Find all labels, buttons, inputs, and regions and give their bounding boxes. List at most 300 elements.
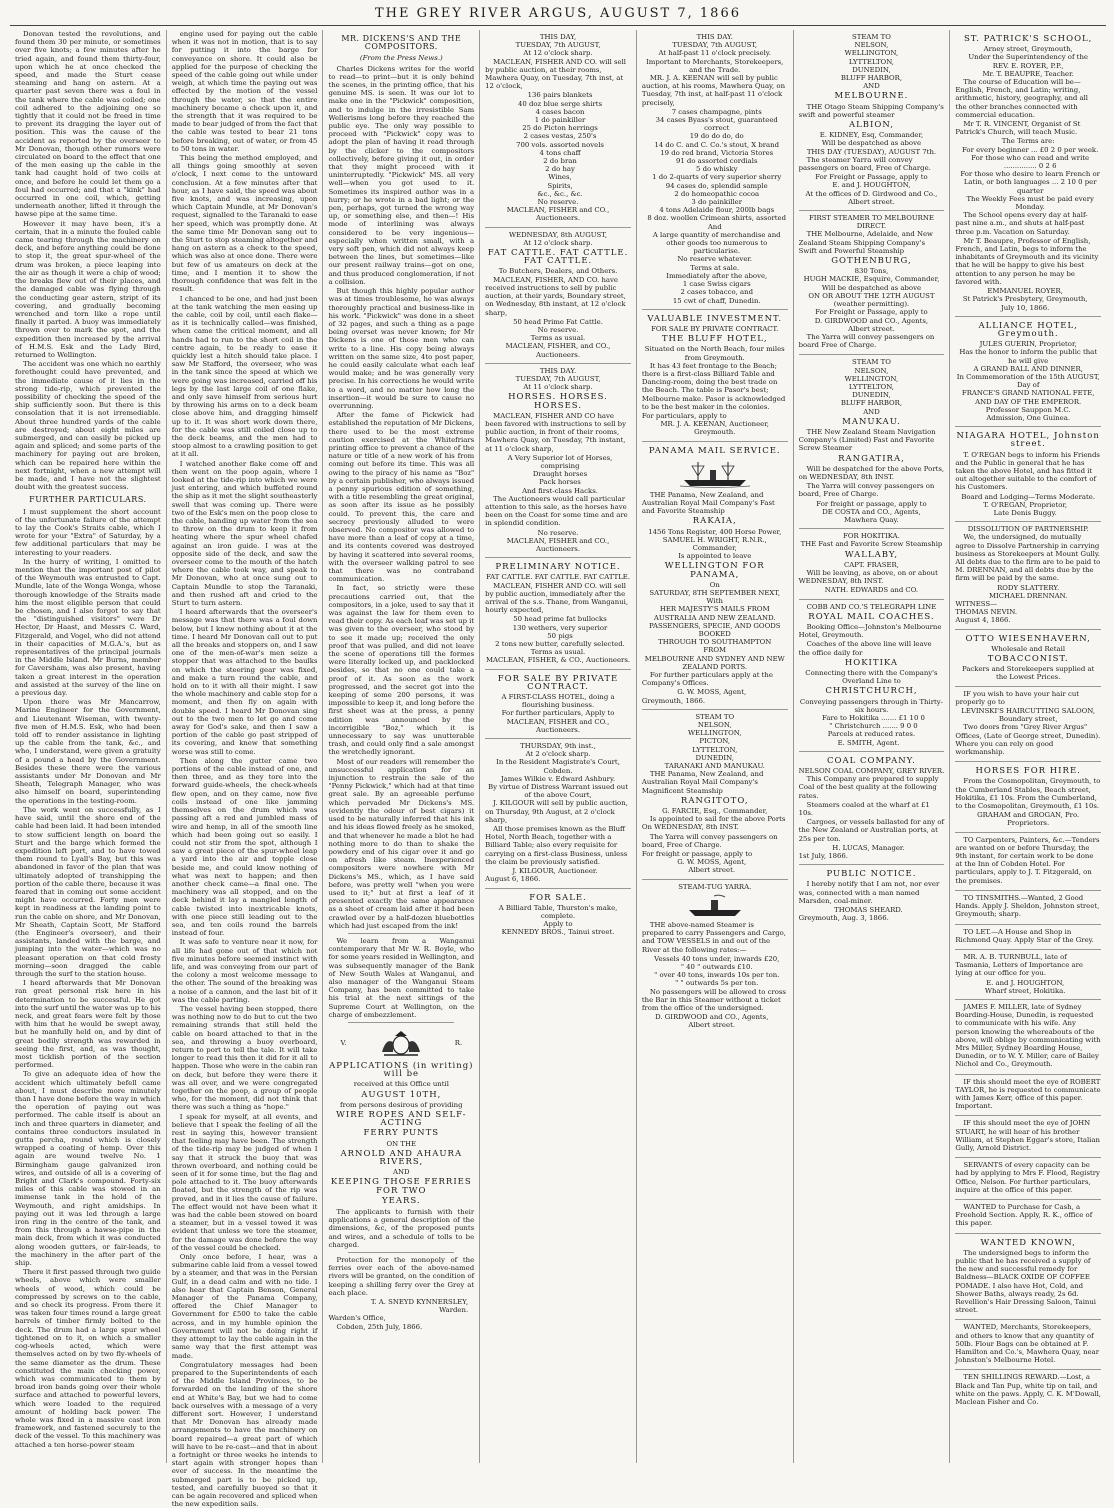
- ad-place: Greymouth, 1866.: [641, 696, 706, 705]
- ad-body: TO LET.—A House and Shop in Richmond Quay. Apply Star of the Grey.: [955, 927, 1094, 944]
- ad-subtitle: Wholesale and Retail: [991, 644, 1066, 653]
- article-paragraph: It was safe to venture near it now, for all life had gone out of that which not five minutes before seemed instinct with life, and was conveying from our part of the colony a most welcome message to the other. The sound of the breaking was a noise of a cannon, and the last bit of it was the cable parting.: [171, 938, 318, 1004]
- article-paragraph: I speak for myself, at all events, and believe that I speak the feeling of all the rest in saying this, however transient that feeling may have been. The strength of the tide-rip may be judged of when I say that it struck the buoy that was thrown overboard, and nothing could be seen of it for some time, but the flag and pole attached to it. The buoy afterwards floated, but the strength of the rip was proved, and in it lies the cause of failure. The effect would not have been what it was had the cable been stowed on board a steamer, but in a vessel towed it was evident that unless we tore the steamer, for the damage was done before the way of the vessel could be checked.: [171, 1112, 318, 1252]
- ad-body: THE Otago Steam Shipping Company's swift and powerful steamer: [798, 102, 944, 119]
- ad-name: LEVINSKI'S HAIRCUTTING SALOON,: [961, 707, 1096, 716]
- proclamation-paragraph: Protection for the monopoly of the ferries over each of the above-named rivers will be granted, on the condition of keeping a shilling ferry over the Grey at each place.: [328, 1256, 475, 1297]
- ad-terms: Terms as usual.: [530, 334, 586, 343]
- ad-body: This Company are prepared to supply Coal of the best quality at the following rates.: [798, 775, 939, 800]
- ship-name: RAKAIA,: [692, 516, 737, 527]
- ad-line: A GRAND BALL AND DINNER,: [973, 364, 1083, 373]
- ad-body: TO Carpenters, Painters, &c.—Tenders are wanted on or before Thursday, the 9th instant, for certain work to be done at the Inn of Cobden Hotel. For particulars, apply to J. T. Fitzgerald, on the premises.: [955, 835, 1100, 885]
- ad-signature: MACLEAN, FISHER and CO., Auctioneers.: [506, 717, 610, 734]
- rate-item: " " outwards 5s per ton.: [675, 979, 759, 988]
- proclamation-v: V.: [340, 1038, 347, 1047]
- ad-time: At 12 o'clock sharp.: [523, 49, 593, 58]
- ad-line: JULES GUERIN, Proprietor,: [979, 340, 1077, 349]
- proclamation-line: from persons desirous of providing: [340, 1100, 463, 1109]
- list-item: 2 do hay: [545, 165, 575, 174]
- ad-body: Has the honor to inform the public that he will give: [959, 348, 1098, 365]
- port-name: MELBOURNE.: [834, 91, 909, 102]
- ship-captain: SAMUEL H. WRIGHT, R.N.R., Commander,: [662, 535, 767, 552]
- proclamation-line: ARNOLD AND AHAURA RIVERS,: [340, 1148, 463, 1167]
- ad-signature: E. and J. HOUGHTON,: [832, 181, 911, 190]
- ad-line: Mr T. R. VINCENT, Organist of St Patrick's Church, will teach Music.: [955, 120, 1081, 137]
- article-paragraph: Upon there was Mr Mancarrow, Marine Engineer for the Government, and Lieutenant Wiseman, with twenty-five men of H.M.S. Esk, who had been told off to render assistance in lighting up the cable from the tank, &c., and who, I understand, were given a gratuity of a pound a head by the Government. Besides these there were the various assistants under Mr Donovan and Mr Sheath, Telegraph Manager, who was also himself on board, superintending the operations in the testing-room.: [15, 698, 161, 805]
- ad-note: The Yarra will convey passengers on board Free of Charge.: [798, 332, 935, 350]
- coach-ad: [799, 600, 945, 752]
- article-heading: MR. DICKENS'S AND THE COMPOSITORS.: [341, 34, 462, 52]
- ad-title: PRELIMINARY NOTICE.: [495, 562, 621, 573]
- ad-line: THOMAS NEVIN.: [955, 608, 1018, 617]
- port-name: DUNEDIN,: [695, 753, 734, 762]
- column-1: [10, 30, 167, 1463]
- ad-signature: J. KILGOUR, Auctioneer.: [512, 867, 598, 876]
- ad-note: The Auctioneers would call particular attention to this sale, as the horses have been on the Coast for some time and are in splendid condition.: [485, 494, 628, 528]
- list-item: &c., &c., &c.: [537, 189, 583, 198]
- notice-ad: [955, 522, 1101, 629]
- article-source: (From the Press News.): [359, 54, 443, 63]
- small-ad: [955, 1116, 1101, 1158]
- shop-ad: [955, 687, 1101, 763]
- ad-line: Connecting there with the Company's Overland Line to: [805, 669, 938, 686]
- ad-line: FRANCE'S GRAND NATIONAL FETE, AND DAY OF THE EMPEROR.: [961, 389, 1095, 406]
- list-item: 4 cases bacon: [535, 107, 585, 116]
- ad-signature: RODY SLATTERY.: [997, 583, 1060, 592]
- small-ad: [955, 950, 1101, 1000]
- article-paragraph: After the fame of Pickwick had established the reputation of Mr Dickens, there used to be the most extreme caution exercised at the Whitefriars printing office to prevent a chance of the nature or title of a new work of his from coming out before its time. This was all owing to the piracy of his name as "Boz" by a certain publisher, who always issued a penny spurious edition of something, with a title resembling the great original, as soon after its issue as he possibly could. To prevent this, the care and secrecy previously alluded to were observed. No compositor was allowed to have more than a leaf of copy at a time, and its contents covered was destroyed by having it scattered into several rooms, with the overseer walking patrol to see that there was no contraband communication.: [328, 411, 475, 584]
- ad-date: THIS DAY.: [696, 33, 733, 41]
- article-paragraph: Then along the gutter came two portions of the cable instead of one, and then three, and as they tore into the forward guide-wheels, the check-wheels flew open, and on they came, now five coils instead of one like jamming themselves on the drum which was passing aft a red and jumbled mass of wire and hemp, in all of the smooth line which had been going out so easily. I could not stir from the spot, although I saw a great piece of the spur-wheel leap a yard into the air and topple close beside me, and could know nothing of what was next to happen; and then another check came—a final one. The machinery was all stopped, and on the deck behind it lay a mangled length of cable twisted into inextricable knots, with one piece still leading out to the sea, and ten coils round the barrels instead of four.: [171, 756, 318, 938]
- port-name: AND: [863, 82, 880, 91]
- port-name: DUNEDIN,: [852, 65, 891, 74]
- divider: [348, 1022, 454, 1023]
- ad-body: THE Fast and Favorite Screw Steamship: [800, 540, 943, 549]
- list-item: Pack horses: [539, 478, 581, 487]
- list-item: A Very Superior lot of Horses, comprising: [507, 453, 613, 470]
- list-item: 2 do homeopathic cocoa: [674, 189, 760, 198]
- ad-note: The Yarra will convey passengers on board, Free of Charge.: [798, 482, 935, 499]
- column-7: [950, 30, 1106, 1463]
- ad-title: NIAGARA HOTEL, Johnston street.: [956, 431, 1100, 450]
- ad-destination: CHRISTCHURCH,: [825, 686, 918, 697]
- shipping-ad: [642, 710, 788, 880]
- ad-line: Parcels at reduced rates.: [827, 730, 916, 739]
- ad-line: BOOKED: [698, 630, 731, 638]
- column-2: [167, 30, 324, 1508]
- auction-ad: [485, 739, 631, 888]
- list-item: 1 do painkiller: [534, 116, 586, 125]
- ad-date: THIS DAY.: [539, 366, 577, 375]
- ad-case: James Wilkie v. Edward Ashbury.: [500, 774, 616, 783]
- ad-body: We, the undersigned, do mutually agree to Dissolve Partnership in carrying business as Storekeepers at Mount Gully. All debts due to the firm are to be paid to M. DRENNAN, and all debts due by the firm will be paid by the same.: [955, 533, 1101, 583]
- ad-day: THURSDAY, 9th inst.,: [520, 742, 596, 751]
- ad-title: HORSES. HORSES. HORSES.: [508, 392, 608, 411]
- list-item: Spirits,: [547, 181, 573, 190]
- ad-title: FIRST STEAMER TO MELBOURNE DIRECT.: [808, 214, 934, 231]
- ad-signature: G. W. MOSS, Agent,: [677, 688, 747, 697]
- ad-body: WANTED to Purchase for Cash, a Freehold Section. Apply, R. K., office of this paper.: [955, 1202, 1093, 1228]
- ad-line: FROM: [703, 646, 727, 655]
- ad-reserve: No reserve.: [537, 198, 579, 207]
- column-6: [794, 30, 951, 1463]
- ad-body: SERVANTS of every capacity can be had by applying to Mrs F. Flood, Registry Office, Nelson. For further particulars, inquire at the office of this paper.: [955, 1161, 1100, 1194]
- ad-note: The Yarra will convey passengers on board, Free of Charge.: [641, 832, 778, 849]
- proclamation-line: received at this Office until: [353, 1080, 449, 1089]
- ship-captain: CAPT. FRASER,: [843, 560, 899, 569]
- ad-reserve: No reserve.: [537, 325, 579, 334]
- article-paragraph: Congratulatory messages had been prepared to the Superintendents of each of the Middle Island Provinces, to be forwarded on the landing of the shore end at White's Bay, but we had to come back ourselves with a message of a very different sort. However, I understand that Mr Donovan has already made arrangements to have the machinery on board repaired—a great part of which will have to be re-cast—and that in about a fortnight or three weeks he intends to start again with stronger hopes than ever of success. In the meantime the submerged part is to be picked up, tested, and carefully buoyed so that it can be again recovered and spliced when the new expedition sails.: [171, 1360, 318, 1508]
- notice-ad: [799, 865, 945, 926]
- ad-place: St Patrick's Presbytery, Greymouth, July 10, 1866.: [962, 295, 1088, 312]
- ad-date: 1st July, 1866.: [798, 852, 848, 861]
- ad-subtitle: Important to Merchants, Storekeepers, and the Trade.: [646, 57, 784, 74]
- list-item: 3 do painkiller: [691, 198, 743, 207]
- ad-date: August 4, 1866.: [955, 616, 1011, 625]
- ad-signature: E. SMITH, Agent.: [837, 738, 900, 747]
- article-paragraph: To give an adequate idea of how the accident which ultimately befell came about, I must describe more minutely than I have done before the way in which the operation of paying out was performed. The cable itself is about an inch and three quarters in diameter, and contains three conductors insulated in gutta percha, round which is closely wrapped a coating of hemp. Over this again are wound twelve No. 1 Birmingham gauge galvanized iron wires, and outside of all is a covering of Bright and Clark's compound. Forty-six miles of this cable was stowed in an immense tank in the hold of the Weymouth, and right amidships. In paying out it was led through a large iron ring in the centre of the tank, and from this through a hawse-pipe in the main deck, from which it was conducted along wooden gutters, or fair-leads, to the machinery in the after part of the ship.: [15, 1070, 161, 1268]
- small-ad: [955, 1075, 1101, 1117]
- small-ad: [955, 1370, 1101, 1411]
- ad-reserve: No reserve.: [537, 528, 579, 537]
- port-name: AND: [863, 407, 880, 416]
- ad-body: MACLEAN, FISHER AND CO have been favored with instructions to sell by public auction, in front of their rooms, Mawhera Quay, on Tuesday, 7th instant, at 11 o'clock sharp,: [485, 411, 626, 453]
- hotel-ad: [955, 427, 1101, 522]
- fee-item: For those who desire to learn French or Latin, or both languages ... 2 10 0 per quarter: [960, 170, 1100, 195]
- ad-contact: For further particulars, Apply to: [501, 709, 615, 718]
- ad-body: Mr T. Beaupre, Professor of English, French, and Latin, begs to inform the inhabitants of Greymouth and its vicinity that he will be happy to give his best attention to any person he may be favored with.: [955, 236, 1099, 286]
- port-name: NELSON,: [854, 366, 889, 375]
- shipping-ad: [799, 30, 945, 211]
- ad-description: It has 43 feet frontage to the Beach; there is a first-class Billiard Table and Dancing-room, doing the best trade on the Beach. The table is Pasor's best; Melbourne make. Pasor is acknowledged to be the best maker in the colonies.: [641, 361, 786, 411]
- auction-ad: [485, 558, 631, 669]
- ad-line: (weather permitting).: [833, 300, 910, 309]
- port-name: WELLINGTON,: [844, 374, 899, 383]
- ad-body: T. O'REGAN begs to inform his Friends and the Public in general that he has taken the above Hotel, and has fitted it out altogether suitable to the comfort of his Customers.: [955, 450, 1100, 492]
- list-item: 5 do whisky: [696, 165, 738, 174]
- article-paragraph: engine used for paying out the cable when it was not in motion, that is to say for putting it into the barge for conveyance on shore. It could also be applied for the purpose of checking the speed of the cable going out while under weigh, at which time the paying out was effected by the motion of the vessel through the water, so that the entire machinery became a check upon it, and the strength that it was required to be made to bear judged of from the fact that the cable was tested to bear 21 tons before breaking, out of water, or from 45 to 50 tons in water.: [171, 30, 318, 153]
- ad-line: Late Denis Buggy.: [993, 508, 1057, 517]
- ad-description: Two doors from "Grey River Argus" Offices, (Late of George street, Dunedin). Where you can rely on good workmanship.: [955, 723, 1101, 757]
- columns: [10, 30, 1106, 1508]
- proclamation: [328, 1026, 474, 1331]
- hire-ad: [955, 762, 1101, 832]
- ad-name: THE BLUFF HOTEL,: [661, 334, 768, 345]
- small-ad: [955, 1234, 1101, 1321]
- article-paragraph: I chanced to be one, and had just been at the tank watching the men easing up the cable, coil by coil, until each flake—as it is technically called—was finished, when came the critical moment, and all hands had to run to the short coil in the centre again, to be ready to ease it quickly lest a hitch should take place. I saw Mr Stafford, the overseer, who was in the tank since the speed at which we were going was increased, carried off his legs by the last large coil of one flake, and only save himself from serious hurt by throwing his arms on to a deck beam close above him, and dragging himself up to it. It was short work down there, for the cable was still coiled close up to the deck beams, and the men had to stoop almost to a crawling position to get at it all.: [171, 294, 318, 459]
- proclamation-line: AUGUST 10TH,: [361, 1089, 442, 1100]
- steamship-icon: [680, 458, 750, 488]
- port-name: WELLINGTON,: [844, 49, 899, 58]
- hotel-ad: [955, 317, 1101, 427]
- ad-body: The course of Education will be—English, French, and Latin; writing, arithmetic, history, geography, and all the other branches connected with commercial education.: [955, 78, 1089, 119]
- masthead: THE GREY RIVER ARGUS, AUGUST 7, 1866: [10, 6, 1106, 26]
- ad-date: THIS DAY (TUESDAY), AUGUST 7th.: [806, 147, 937, 156]
- auction-ad: [485, 364, 631, 558]
- ad-time: At 2 o'clock sharp.: [525, 750, 591, 759]
- ad-signature: MACLEAN, FISHER, & CO., Auctioneers.: [485, 656, 631, 665]
- ad-subtitle: FOR SALE BY PRIVATE CONTRACT.: [651, 324, 779, 333]
- coal-ad: [799, 752, 945, 865]
- rate-item: Cargoes, or vessels ballasted for any of the New Zealand or Australian ports, at 25s per ton.: [798, 818, 945, 843]
- list-item: 40 doz blue serge shirts: [518, 99, 603, 108]
- ad-title: PANAMA MAIL SERVICE.: [648, 445, 781, 456]
- ad-body: MACLEAN, FISHER, AND CO. have received instructions to sell by public auction, at their yards, Boundary street, on Wednesday, 8th instant, at 12 o'clock sharp,: [485, 275, 626, 317]
- ad-line: HER MAJESTY'S MAILS FROM AUSTRALIA AND NEW ZEALAND.: [653, 605, 776, 622]
- ship-spec: 830 Tons,: [854, 267, 889, 276]
- port-name: MANUKAU.: [842, 416, 901, 427]
- article-paragraph: I heard afterwards that the overseer's message was that there was a foul down below, but I knew nothing about it at the time. I heard Mr Donovan call out to put all the breaks and stoppers on, and I saw one of the men-of-war's men seize a stopper that was attached to the baulks on which the steering gear was fixed, and make a turn round the cable, and hold on to it with all their might. I saw the whole machinery and cable stop for a moment, and then fly on again with double speed. I heard Mr Donovan sing out to the two men to let go and come away for God's sake, and then I saw a portion of the cable go past stripped of its covering, and knew that something worse was still to come.: [171, 608, 318, 756]
- ad-signature: MICHAEL DRENNAN.: [988, 591, 1068, 600]
- ad-body: Coaches of the above line will leave the office daily for: [798, 640, 932, 657]
- ad-line: The School opens every day at half-past nine a.m., and shuts at half-past three p.m. Vacation on Saturday.: [955, 211, 1088, 236]
- ship-name: RANGITOTO,: [680, 795, 749, 806]
- ad-line: In Commemoration of the 15th AUGUST, Day of: [956, 372, 1100, 390]
- small-ad: [955, 1000, 1101, 1075]
- ad-body: J. KILGOUR will sell by public auction, on Thursday, 9th August, at 2 o'clock sharp,: [485, 799, 628, 824]
- proclamation-line: YEARS.: [382, 1195, 421, 1206]
- ad-body: TO TINSMITHS.—Wanted, 2 Good Hands. Apply J. Sheldon, Johnston street, Greymouth; sharp.: [955, 893, 1100, 919]
- list-item: Wines,: [548, 173, 572, 182]
- ship-captain: E. KIDNEY, Esq, Commander,: [819, 131, 924, 140]
- ad-title: STEAM TO: [852, 33, 891, 41]
- ad-body: MACLEAN, FISHER AND CO. will sell by public auction, immediately after the arrival of the s.s. Thane, from Wanganui, hourly expected,: [485, 581, 629, 615]
- shipping-ad: [799, 211, 945, 355]
- fare-item: Fare to Hokitika ....... £1 10 0: [822, 714, 925, 723]
- small-ad: [955, 891, 1101, 925]
- rate-item: " over 40 tons, inwards 10s per ton.: [654, 971, 780, 980]
- proclamation-office: Warden's Office,: [328, 1314, 386, 1323]
- sale-ad: [642, 310, 788, 442]
- ad-terms: The Terms are:: [1001, 137, 1055, 146]
- list-item: 19 do do do, do: [689, 132, 744, 141]
- ad-court: In the Resident Magistrate's Court, Cobden.: [496, 758, 620, 775]
- ad-body: THE New Zealand Steam Navigation Company's (Limited) Fast and Favorite Screw Steamer: [798, 427, 936, 453]
- fee-item: The Weekly Fees must be paid every Monday.: [966, 194, 1094, 212]
- ad-date: Is appointed to sail for the above Ports On WEDNESDAY, 8th INST.: [641, 815, 786, 832]
- ad-title: OTTO WIESENHAVERN,: [965, 633, 1091, 644]
- ad-signature: MACLEAN, FISHER and CO., Auctioneers.: [506, 206, 610, 223]
- shipping-ad: [642, 880, 788, 1034]
- small-ad: [955, 925, 1101, 950]
- ad-signature: THOMAS SHEARD.: [834, 906, 903, 915]
- ad-day: TUESDAY, 7th AUGUST,: [672, 41, 758, 50]
- list-item: 2 cases tobacco, and: [680, 288, 753, 297]
- rate-item: Steamers coaled at the wharf at £1 10s.: [798, 800, 930, 818]
- small-ad: [955, 833, 1101, 891]
- ad-warrant: By virtue of Distress Warrant issued out of the above Court,: [488, 783, 629, 800]
- ad-title: HORSES FOR HIRE.: [975, 766, 1081, 777]
- small-ad: [955, 1200, 1101, 1234]
- sale-ad: [485, 670, 631, 739]
- proclamation-line: FERRY PUNTS: [363, 1128, 440, 1139]
- fare-item: " Christchurch ....... 9 0 0: [829, 722, 918, 731]
- ad-line: MELBOURNE AND SYDNEY AND NEW ZEALAND PORTS.: [644, 654, 785, 671]
- ad-signature: DE COSTA and CO., Agents,: [822, 507, 921, 516]
- article-paragraph: But though this highly popular author was at times troublesome, he was always thoroughly practical and business-like in his work. "Pickwick" was done in a sheet of 32 pages, and such a thing as a page being overset was never known; for Mr Dickens is one of those men who can write to a line. His copy being always written on the same size, 4to post paper, he could easily calculate what each leaf would make; and he was generally very precise. In his corrections he would write to a word, and no matter how long the insertion—it would be sure to cause no overrunning.: [328, 287, 475, 410]
- ad-date: Will be leaving, as above, on or about WEDNESDAY, 8th INST.: [798, 568, 938, 586]
- ad-line: Will be despatched as above: [821, 283, 922, 292]
- ad-name: NELSON COAL COMPANY, GREY RIVER.: [798, 767, 945, 776]
- ad-signature: H. LUCAS, Manager.: [832, 843, 905, 852]
- shop-ad: [955, 630, 1101, 687]
- article-paragraph: The vessel having been stopped, there was nothing now to do but to cut the two remaining strands that still held the cable on board attached to that in the sea, and throwing a buoy overboard, return to port to tell the tale. It will take longer to read this then it did for it all to happen. Those who were in the cabin ran on deck, but before they were there it was all over, and we were congregated together on the poop, a group of people who, for the moment, did not think that there was such a thing as "hope.": [171, 1004, 318, 1112]
- article-paragraph: Only once before, I hear, was a submarine cable laid from a vessel towed by a steamer, and that was in the Persian Gulf, in a dead calm and with no tide. I also hear that Captain Benson, General Manager of the Panama Company, offered the Chief Manager to Government for £500 to take the cable across, and in my humble opinion the Government will not be doing right if they attempt to lay the cable again in the same way that the first attempt was made.: [171, 1253, 318, 1360]
- ad-line: TOBACCONIST.: [987, 654, 1069, 665]
- list-item: 1 case Swiss cigars: [682, 280, 751, 289]
- ad-day: TUESDAY, 7th AUGUST,: [515, 41, 601, 50]
- ad-signature: NATH. EDWARDS and CO.: [824, 586, 919, 595]
- ad-body: Packers and Storekeepers supplied at the Lowest Prices.: [962, 665, 1095, 682]
- proclamation-line: AND: [393, 1168, 410, 1177]
- ad-body: JAMES F. MILLER, late of Sydney Boarding-House, Dunedin, is requested to communicate with his wife. Any person knowing the whereabouts of the above, will oblige by communicating with Mrs Miller, Sydney Boarding House, Dunedin, or to W. Y. Miller, care of Bailey Nichol and Co., Greymouth.: [955, 1002, 1101, 1069]
- ad-contact: For Freight or Passage, apply to: [815, 308, 928, 317]
- port-name: LYTTELTON,: [848, 382, 894, 391]
- auction-ad: [485, 30, 631, 228]
- list-item: 50 head prime fat bullocks: [513, 615, 607, 624]
- ad-line: Admission, One Guinea.: [986, 413, 1071, 422]
- proclamation-line: ON THE: [386, 1139, 417, 1148]
- ad-body: MR. J. A. KEENAN will sell by public auction, at his rooms, Mawhera Quay, on Tuesday, 7th inst, at half-past 11 o'clock precisely,: [641, 74, 786, 107]
- list-item: 8 doz. woollen Crimean shirts, assorted: [647, 214, 787, 223]
- ad-office: Booking Office—Johnston's Melbourne Hotel, Greymouth.: [798, 623, 942, 640]
- ship-name: RANGATIRA,: [838, 453, 905, 464]
- ad-date: August 6, 1866.: [485, 875, 541, 884]
- ship-spec: 1456 Tons Register, 400 Horse Power,: [648, 527, 782, 536]
- article-paragraph: There it first passed through two guide wheels, above which were smaller wheels of wood, which could be compressed by screws on to the cable, and so check its progress. From there it was taken four times round a large great barrels of timber firmly bolted to the deck. The drum had a large spur wheel tightened on to it, on which a smaller cog-wheels acted, which were themselves acted on by two fly-wheels of the same diameter as the drum. These constituted the main checking power, which was communicated to them by broad iron bands going over their whole surface and attached to powerful levers, which were loaded to the required amount of holding back power. The whole was fixed in a massive cast iron framework, and fastened securely to the deck of the vessel. To this machinery was attached a ten horse-power steam: [15, 1268, 161, 1449]
- ship-captain: HUGH MACKIE, Esquire, Commander,: [803, 275, 940, 284]
- ad-time: At 12 o'clock sharp.: [523, 238, 593, 247]
- ad-note: The steamer Yarra will convey passengers on board, Free of Charge.: [798, 155, 931, 173]
- ad-subtitle: To Butchers, Dealers, and Others.: [498, 267, 618, 276]
- ad-time: At half-past 11 o'clock precisely.: [658, 49, 771, 58]
- list-item: 2 do bran: [543, 157, 577, 166]
- ad-place: Albert street.: [688, 1021, 736, 1030]
- sale-ad: [485, 889, 631, 941]
- ad-title: FOR HOKITIKA.: [843, 532, 900, 541]
- article-paragraph: Donovan tested the revolutions, and found them 30 per minute, or sometimes over five knots; a few minutes after he tried again, and found them thirty-four, upon which he at once checked the speed, and made the Sturt cease steaming and hang on astern. At a quarter past seven there was a foul in the tank where the cable was coiled; one coil adhered to the adjoining one so tightly that it could not be freed in time to prevent its dragging the layer out of position. This was the cause of the accident as reported by the overseer to Mr Donovan, though other rumors were circulated on board to the effect that one of the men easing up the cable in the tank had caught hold of two coils at once, and before he could let them go a foul had occurred; and that a "kink" had occurred in one coil, which, getting underneath another, lifted it through the hawse pipe at the same time.: [15, 30, 161, 219]
- ad-title: FOR SALE.: [529, 892, 587, 903]
- article-paragraph: However it may have been, it's a certain, that in a minute the fouled cable came tearing through the machinery on deck, and before anything could be done to stop it, the great spur-wheel of the drum was broken, a piece leaping into the air as though it were a chip of wood; the breaks flew out of their places, and the damaged cable was flying through the conducting gear astern, stript of its covering, and gradually becoming wrenched and torn like a rope until finally it parted. A buoy was immediately thrown over to mark the spot, and the expedition then increased by the arrival of H.M.S. Esk and the Lady Bird, returned to Wellington.: [15, 219, 161, 359]
- proclamation-line: KEEPING THOSE FERRIES FOR TWO: [330, 1177, 472, 1196]
- ad-destination: HOKITIKA: [844, 657, 899, 668]
- ad-place: At the offices of D. Girdwood and Co., Albert street.: [805, 189, 938, 206]
- ad-contact: For freight or passage, apply to: [641, 850, 753, 859]
- auction-ad: [485, 228, 631, 364]
- list-item: 7 cases champagne, pints: [671, 107, 762, 116]
- list-item: Draught horses: [532, 470, 588, 479]
- ad-after: Immediately after the above,: [666, 271, 768, 280]
- shipping-ad: [799, 355, 945, 529]
- ad-signature: MACLEAN, FISHER, and CO., Auctioneers.: [505, 342, 611, 359]
- ad-address: Boundary street,: [998, 715, 1058, 724]
- article-paragraph: I must supplement the short account of the unfortunate failure of the attempt to lay the Cook's Straits cable, which I wrote for your "Extra" of Saturday, by a few additional particulars that may be interesting to your readers.: [15, 507, 161, 557]
- ad-title: COBB AND CO.'S TELEGRAPH LINE: [806, 602, 937, 611]
- list-item: 130 wethers, very superior: [512, 623, 608, 632]
- ad-date: THIS DAY,: [539, 33, 577, 41]
- proclamation-paragraph: The applicants to furnish with their applications a general description of the dimensions, &c, of the proposed punts and wires, and a schedule of tolls to be charged.: [328, 1208, 475, 1249]
- ad-date: Greymouth, Aug. 3, 1866.: [798, 914, 889, 923]
- article-paragraph: The work went on successfully, as I have said, until the shore end of the cable had been laid. It had been intended to stow sufficient length on board the Sturt and the barge which formed the expedition left port, and to have towed them round to Lyall's Bay, but this was abandoned in favor of the plan that was ultimately adopted of transhipping the portion of the cable there, because it was feared that in coming out some accident might have occurred. Forty men were kept in readiness at the landing point to run the cable on shore, and Mr Donovan, Mr Sheath, Captain Scott, Mr Stafford (the Engineer's overseer), and their assistants, landed with the barge, and jumping into the water—which was no pleasant operation on that cold frosty morning—soon dragged the cable through the surf to the station house.: [15, 805, 161, 978]
- ad-signature: MACLEAN, FISHER and CO., Auctioneers.: [506, 536, 610, 553]
- port-name: DUNEDIN,: [852, 391, 891, 400]
- rate-item: Vessels 40 tons under, inwards £20,: [654, 954, 780, 963]
- divider: [348, 1252, 454, 1253]
- ad-body: THE Panama, New Zealand, and Australian Royal Mail Company's Magnificent Steamship: [641, 770, 764, 795]
- list-item: And first-class Hacks.: [522, 486, 598, 495]
- port-name: NELSON,: [854, 41, 889, 50]
- ad-body: A Billiard Table, Thurston's make, complete.: [498, 903, 618, 920]
- ad-title: COAL COMPANY.: [827, 755, 916, 766]
- ad-subtitle: FAT CATTLE. FAT CATTLE. FAT CATTLE.: [485, 573, 631, 582]
- ad-day: TUESDAY, 7th AUGUST,: [515, 374, 601, 383]
- small-ad: [955, 1158, 1101, 1200]
- ad-line: Conveying passengers through in Thirty-six hours.: [799, 697, 943, 714]
- list-item: A large quantity of merchandise and other goods too numerous to particularise.: [652, 230, 781, 256]
- ad-line: Professor Sauppon M.C.: [985, 405, 1071, 414]
- ad-signature: E. and J. HOUGHTON,: [986, 978, 1065, 987]
- ad-body: MR. A. B. TURNBULL, late of Tasmania, Letters of Importance are lying at our office for you.: [955, 952, 1084, 978]
- ad-title: WANTED KNOWN,: [980, 1237, 1076, 1248]
- ad-body: A FIRST-CLASS HOTEL, doing a flourishing business.: [501, 693, 615, 710]
- ad-line: Is appointed to leave: [678, 552, 752, 561]
- proclamation-signer: T. A. SNEYD KYNNERSLEY,: [370, 1298, 469, 1307]
- list-item: 1 do 2-quarts of very superior sherry: [652, 173, 782, 182]
- article-paragraph: Charles Dickens writes for the world to read—to print—but it is only behind the scenes, in the printing office, that his genuine MS. is seen. It was our lot to make one in the "Pickwick" composition, and to indulge in the irresistible Sam Wellerisms long before they reached the public eye. The only way possible to proceed with "Pickwick" copy was to adopt the plan of having it read through by the clicker to the compositors collectively, before giving it out, in order that they might proceed with it uninterruptedly. "Pickwick" MS. all very well—when you got used to it. Sometimes its inspired author was in a hurry; or he wrote in a bad light; or the pen, perhaps, got turned the wrong way up, or something else, and then—! His mode of interlining was always considered to be very ingenious—especially when written small, with a very soft pen, which did not always keep between the lines, but sometimes—like our present railway trains—got on one, and thus produced conglomeration, if not a collision.: [328, 64, 475, 286]
- ad-date: ON OR ABOUT THE 12TH AUGUST: [808, 291, 935, 300]
- ad-terms: Terms as usual.: [530, 648, 586, 657]
- small-ad: [955, 1320, 1101, 1370]
- list-item: 700 vols. assorted novels: [516, 140, 604, 149]
- ad-body: From the Cosmopolitan, Greymouth, to the Cumberland Stables, Beach street, Hokitika, £1 10s. From the Cumberland, to the Cosmopolitan, Greymouth, £1 10s.: [955, 777, 1101, 811]
- ship-name: ALBION,: [848, 120, 894, 131]
- ad-title: VALUABLE INVESTMENT.: [647, 313, 783, 324]
- ad-line: Mr. T. BEAUPRE, Teacher.: [982, 69, 1074, 78]
- auction-ad: [642, 30, 788, 310]
- ad-body: THE Panama, New Zealand, and Australian Royal Mail Company's Fast and Favorite Steamship: [641, 490, 775, 516]
- port-name: TARANAKI AND MANUKAU.: [664, 762, 765, 771]
- list-item: 4 tons chaff: [539, 148, 581, 157]
- ad-line: Under the Superintendency of the: [968, 53, 1088, 62]
- ad-title: ST. PATRICK'S SCHOOL,: [963, 34, 1093, 44]
- article-paragraph: The accident was one which no earthly forethought could have prevented, and the immediate cause of it lies in the strong tide-rip, which prevented the possibility of checking the speed of the ship sufficiently soon. But there is this consolation that it is not irremediable. About three hundred yards of the cable are destroyed; about eight miles are submerged, and can easily be picked up again and spliced; and some parts of the machinery for paying out are broken, which can be repaired here within the next fortnight, when a new attempt will be made, and I have not the slightest doubt with the greatest success.: [15, 360, 161, 492]
- ad-date: SATURDAY, 8TH SEPTEMBER NEXT,: [649, 588, 781, 597]
- ad-title: DISSOLUTION OF PARTNERSHIP.: [967, 525, 1089, 534]
- port-name: BLUFF HARBOR,: [840, 74, 903, 83]
- proclamation-date: Cobden, 25th July, 1866.: [336, 1322, 423, 1331]
- fee-item: For those who can read and write ............... 0 2 6: [971, 153, 1090, 171]
- ad-subtitle: ROYAL MAIL COACHES.: [808, 611, 935, 622]
- ad-title: ALLIANCE HOTEL, Greymouth.: [978, 320, 1078, 339]
- ad-place: Wharf street, Hokitika.: [984, 986, 1066, 995]
- ad-place: Albert street.: [848, 324, 895, 333]
- ad-signature: KENNEDY BROS., Tainui street.: [501, 928, 615, 937]
- port-name: NELSON,: [697, 721, 732, 730]
- shipping-ad: [799, 529, 945, 599]
- column-4: [480, 30, 637, 1463]
- fee-item: For every beginner ... £0 2 0 per week.: [962, 145, 1099, 154]
- ad-time: At 11 o'clock sharp.: [523, 383, 593, 392]
- ad-body: IF this should meet the eye of ROBERT TAYLOR, he is requested to communicate with James Kerr, office of this paper. Important.: [955, 1077, 1101, 1111]
- article-paragraph: In fact, so strictly were these precautions carried out, that the compositors, in a joke, used to say that it was against the law for them even to read their copy. As each leaf was set up it was given to the overseer, who stood by to see it made up; received the only proof that was pulled, and did not leave the scene of operations till the formes were literally locked up, and packlocked besides, so that no one could take a proof of it. As soon as the work progressed, and the secret got into the keeping of some 200 persons, it was impossible to keep it, and long before the first sheet was at the press, a penny edition was announced by the incorrigible "Boz," which it is unnecessary to say was unutterable trash, and could only find a sale amongst the wretchedly ignorant.: [328, 584, 475, 757]
- ad-body: The undersigned begs to inform the public that he has received a supply of the new and successful remedy for Baldness—BLACK OXIDE OF COFFEE POMADE. I also have Hot, Cold, and Shower Baths, always ready, 2s 6d. Revellion's Hair Dressing Saloon, Tainui street.: [955, 1248, 1096, 1315]
- ad-title: PUBLIC NOTICE.: [826, 869, 917, 880]
- ad-body: WANTED, Merchants, Storekeepers, and others to know that any quantity of 50lb. Flour Bags can be obtained at F. Hamilton and Co.'s, Mawhera Quay, near Johnston's Melbourne Hotel.: [955, 1323, 1100, 1365]
- ad-date: Will be despatched for the above Ports, on WEDNESDAY, 8th INST.: [798, 464, 945, 481]
- ship-name: GOTHENBURG,: [831, 256, 912, 267]
- ship-name: WALLABY,: [844, 549, 899, 560]
- list-item: 25 do Picton herrings: [522, 124, 598, 133]
